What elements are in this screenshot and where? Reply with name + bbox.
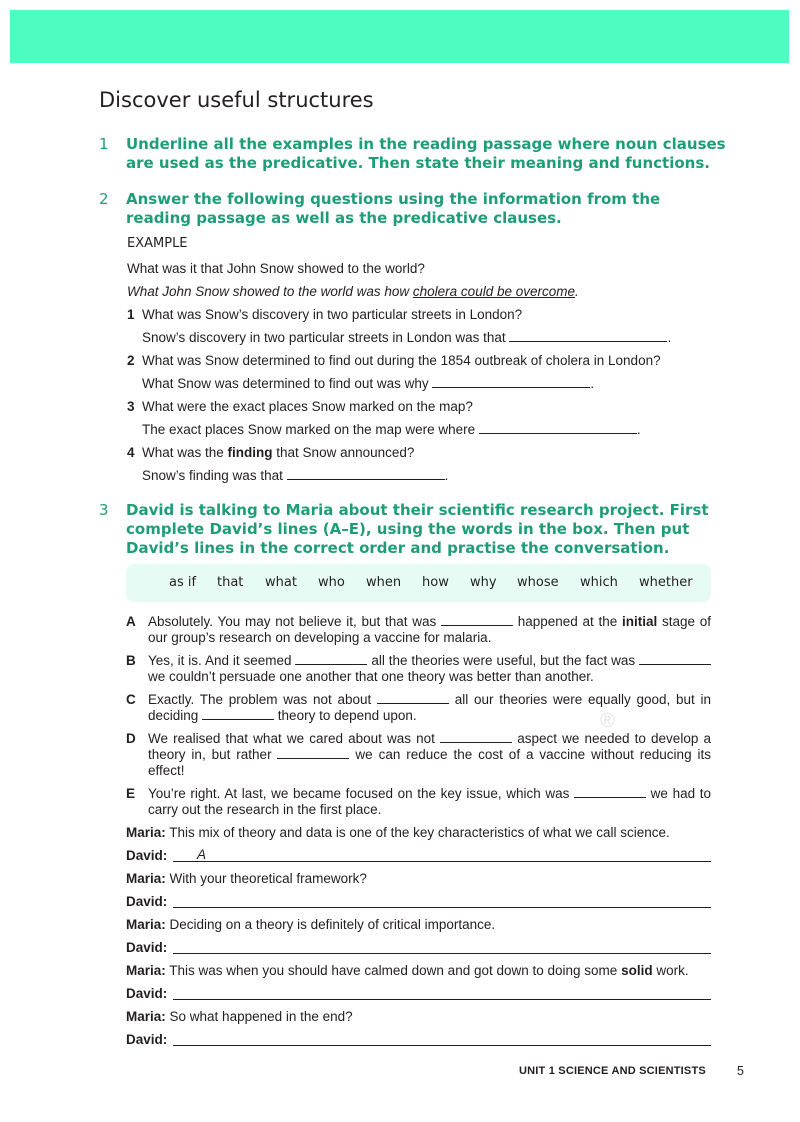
q2-item-1-question: What was Snow’s discovery in two particular streets in London? (142, 307, 523, 322)
speaker-maria: Maria: (126, 1009, 166, 1024)
answer-blank[interactable] (509, 329, 667, 342)
q2-item-2-answer (142, 375, 594, 392)
dialogue-line-7 (126, 962, 689, 979)
option-e-part-1: You’re right. At last, we became focused on the key issue, which was (148, 786, 575, 801)
word-who: who (318, 575, 345, 590)
dialogue-line-4 (126, 893, 167, 910)
option-b-part-3: we couldn’t persuade one another that one theory was better than another. (148, 669, 594, 684)
option-c-part-2: all our theories were equally good, but in deciding (148, 692, 711, 723)
option-blank[interactable] (441, 614, 513, 626)
option-b-letter: B (126, 653, 136, 668)
option-a-part-1: Absolutely. You may not believe it, but that was (148, 614, 441, 629)
option-blank[interactable] (295, 653, 367, 665)
option-b-part-1: Yes, it is. And it seemed (148, 653, 296, 668)
example-answer-start: What John Snow showed to the world was how (127, 284, 413, 299)
question-3-title (99, 501, 726, 558)
option-c-letter: C (126, 692, 136, 707)
dialogue-line-10 (126, 1031, 167, 1048)
option-blank[interactable] (639, 653, 711, 665)
speaker-david: David: (126, 848, 168, 863)
q2-item-1-answer-text: Snow’s discovery in two particular streets in London was that (142, 330, 510, 345)
maria-line: So what happened in the end? (169, 1009, 353, 1024)
question-1-text: Underline all the examples in the reading passage where noun clauses are used as the predicative. Then state their meaning and functions. (126, 135, 726, 172)
speaker-david: David: (126, 1032, 168, 1047)
option-b-part-2: all the theories were useful, but the fact was (367, 653, 639, 668)
word-why: why (470, 575, 497, 590)
example-answer-end: . (575, 284, 579, 299)
option-a-text (148, 614, 711, 646)
dialogue-line-6 (126, 939, 167, 956)
option-c-text (148, 692, 711, 724)
dialogue-line-1 (126, 824, 670, 841)
speaker-david: David: (126, 986, 168, 1001)
example-answer (127, 283, 579, 300)
option-a-bold-word: initial (621, 614, 658, 629)
option-blank[interactable] (377, 692, 449, 704)
question-1-title (99, 135, 726, 173)
david-answer-line[interactable] (173, 1045, 711, 1046)
page-number: 5 (737, 1064, 744, 1078)
q2-item-3-number: 3 (127, 399, 135, 414)
option-d-letter: D (126, 731, 136, 746)
option-d-text (148, 731, 711, 779)
answer-blank[interactable] (479, 421, 637, 434)
question-3-number: 3 (99, 501, 109, 519)
option-a-letter: A (126, 614, 136, 629)
maria-line: With your theoretical framework? (169, 871, 367, 886)
q2-item-4-question (142, 444, 414, 461)
example-answer-underlined: cholera could be overcome (412, 284, 575, 299)
option-d-part-1: We realised that what we cared about was not (148, 731, 441, 746)
option-blank[interactable] (574, 786, 646, 798)
answer-blank[interactable] (287, 467, 445, 480)
question-2-number: 2 (99, 190, 109, 208)
maria-line: Deciding on a theory is definitely of critical importance. (169, 917, 496, 932)
q2-item-3-answer (142, 421, 641, 438)
q2-item-3-answer-end: . (636, 422, 641, 437)
david-answer-line[interactable] (173, 907, 711, 908)
maria-line-end: work. (652, 963, 689, 978)
option-blank[interactable] (202, 708, 274, 720)
q2-item-2-answer-text: What Snow was determined to find out was why (142, 376, 433, 391)
option-d-part-3: we can reduce the cost of a vaccine without reducing its effect! (148, 747, 711, 778)
speaker-david: David: (126, 940, 168, 955)
option-a-part-2: happened at the (512, 614, 622, 629)
page-heading: Discover useful structures (99, 88, 374, 112)
word-which: which (580, 575, 618, 590)
option-c-part-3: theory to depend upon. (274, 708, 417, 723)
speaker-maria: Maria: (126, 871, 166, 886)
dialogue-line-9 (126, 1008, 353, 1025)
speaker-maria: Maria: (126, 917, 166, 932)
question-1-number: 1 (99, 135, 109, 153)
option-d-part-2: aspect we needed to develop a theory in, but rather (148, 731, 711, 762)
word-box (126, 564, 711, 602)
q2-item-2-question: What was Snow determined to find out during the 1854 outbreak of cholera in London? (142, 353, 661, 368)
word-when: when (366, 575, 402, 590)
q2-item-4-answer-end: . (444, 468, 449, 483)
question-2-text: Answer the following questions using the information from the reading passage as well as the predicative clauses. (126, 190, 661, 227)
word-what: what (265, 575, 297, 590)
option-a-part-3: stage of our group’s research on developing a vaccine for malaria. (148, 614, 711, 645)
maria-line: This mix of theory and data is one of the key characteristics of what we call science. (169, 825, 670, 840)
dialogue-line-3 (126, 870, 367, 887)
option-e-text (148, 786, 711, 818)
q2-item-4-answer (142, 467, 448, 484)
speaker-david: David: (126, 894, 168, 909)
example-label: EXAMPLE (127, 236, 188, 251)
speaker-maria: Maria: (126, 825, 166, 840)
q2-item-4-number: 4 (127, 445, 135, 460)
question-2-title (99, 190, 726, 228)
q2-item-1-number: 1 (127, 307, 135, 322)
q2-item-4-answer-text: Snow’s finding was that (142, 468, 287, 483)
registered-mark-icon: ® (600, 710, 615, 732)
q2-item-3-question: What were the exact places Snow marked on the map? (142, 399, 473, 414)
answer-blank[interactable] (432, 375, 590, 388)
option-c-part-1: Exactly. The problem was not about (148, 692, 377, 707)
word-whether: whether (639, 575, 693, 590)
q2-item-4-question-bold: finding (227, 445, 273, 460)
word-as-if: as if (169, 575, 197, 590)
maria-line-start: This was when you should have calmed down and got down to doing some (169, 963, 622, 978)
option-b-text (148, 653, 711, 685)
q2-item-4-question-start: What was the (142, 445, 228, 460)
q2-item-1-answer (142, 329, 671, 346)
word-whose: whose (517, 575, 559, 590)
david-answer-line[interactable] (173, 953, 711, 954)
dialogue-line-8 (126, 985, 167, 1002)
option-blank[interactable] (277, 747, 349, 759)
question-3-text: David is talking to Maria about their scientific research project. First complete David’s lines (A–E), using the words in the box. Then put David’s lines in the correct order and practise the conversation. (126, 501, 709, 557)
footer-unit-label: UNIT 1 SCIENCE AND SCIENTISTS (519, 1065, 706, 1077)
david-answer-filled: A (197, 847, 207, 862)
example-question: What was it that John Snow showed to the world? (127, 261, 425, 276)
david-answer-line[interactable] (173, 861, 711, 862)
q2-item-1-answer-end: . (667, 330, 672, 345)
q2-item-4-question-end: that Snow announced? (272, 445, 415, 460)
header-color-band (10, 10, 789, 63)
word-how: how (422, 575, 449, 590)
dialogue-line-5 (126, 916, 495, 933)
option-e-part-2: we had to carry out the research in the first place. (148, 786, 711, 817)
q2-item-3-answer-text: The exact places Snow marked on the map were where (142, 422, 479, 437)
option-blank[interactable] (440, 731, 512, 743)
speaker-maria: Maria: (126, 963, 166, 978)
dialogue-line-2 (126, 847, 167, 864)
q2-item-2-answer-end: . (590, 376, 595, 391)
david-answer-line[interactable] (173, 999, 711, 1000)
maria-line-bold: solid (621, 963, 653, 978)
option-e-letter: E (126, 786, 136, 801)
word-that: that (217, 575, 244, 590)
q2-item-2-number: 2 (127, 353, 135, 368)
